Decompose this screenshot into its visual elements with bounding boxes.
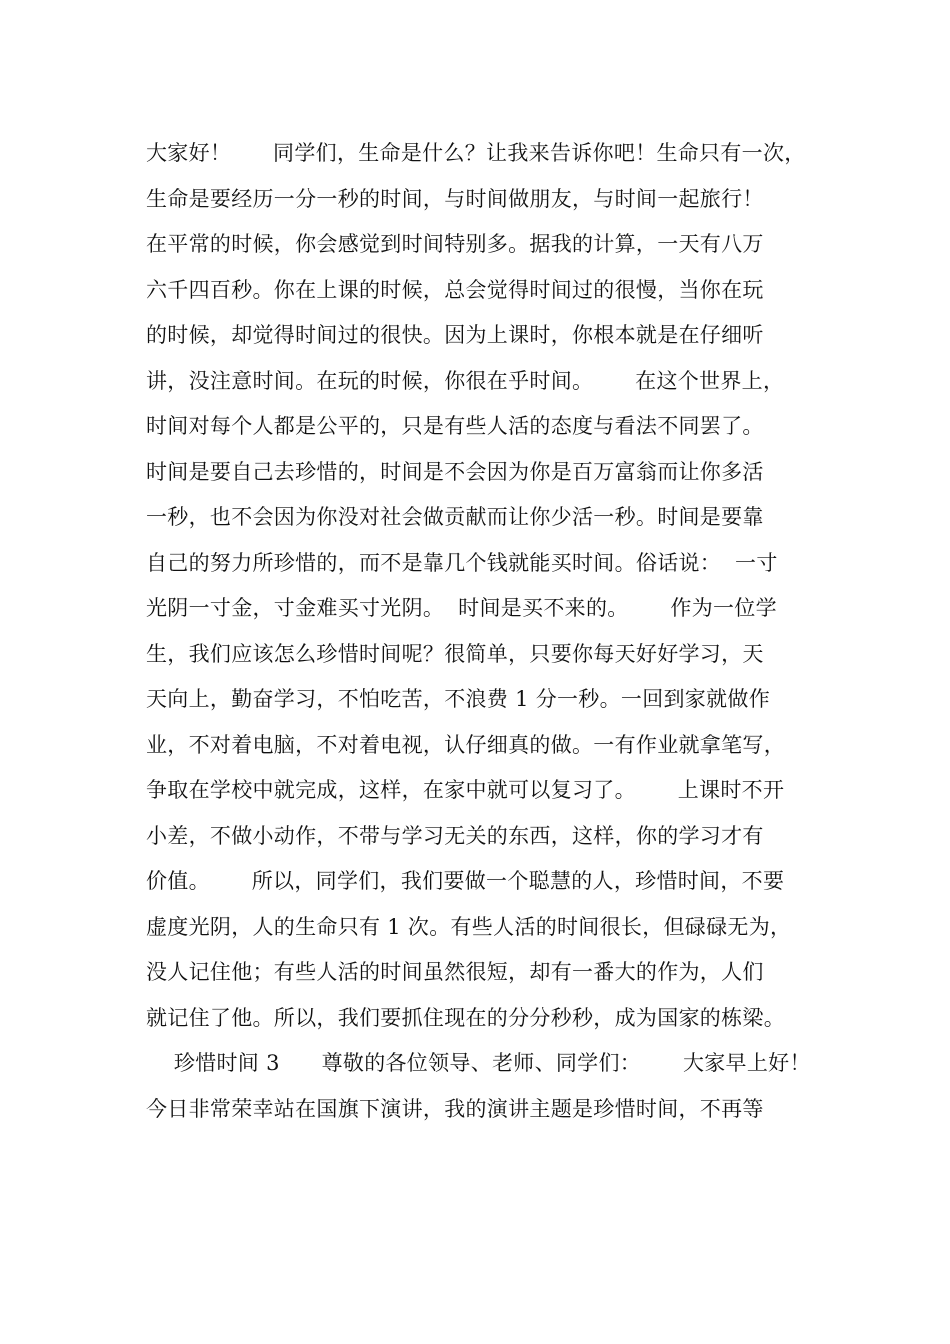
text-line: 就记住了他。所以，我们要抓住现在的分分秒秒，成为国家的栋梁。 [146,1005,785,1030]
text-line: 六千四百秒。你在上课的时候，总会觉得时间过的很慢，当你在玩 [146,277,764,302]
text-line: 一秒，也不会因为你没对社会做贡献而让你少活一秒。时间是要靠 [146,505,764,529]
text-line: 时间对每个人都是公平的，只是有些人活的态度与看法不同罢了。 [146,414,764,438]
text-line: 在平常的时候，你会感觉到时间特别多。据我的计算，一天有八万 [146,232,764,256]
text-line: 大家好！ 同学们，生命是什么？让我来告诉你吧！生命只有一次， [146,141,806,165]
text-line: 生，我们应该怎么珍惜时间呢？很简单，只要你每天好好学习，天 [146,641,764,666]
text-line: 小差，不做小动作，不带与学习无关的东西，这样，你的学习才有 [146,823,764,848]
section-heading-line: 珍惜时间 3 尊敬的各位领导、老师、同学们： 大家早上好！ [146,1051,811,1075]
text-line: 价值。 所以，同学们，我们要做一个聪慧的人，珍惜时间，不要 [146,869,785,893]
text-line: 争取在学校中就完成，这样，在家中就可以复习了。 上课时不开 [146,778,785,802]
text-line: 生命是要经历一分一秒的时间，与时间做朋友，与时间一起旅行！ [146,186,764,211]
text-line: 今日非常荣幸站在国旗下演讲，我的演讲主题是珍惜时间，不再等 [146,1096,764,1121]
text-line: 自己的努力所珍惜的，而不是靠几个钱就能买时间。俗话说： 一寸 [146,550,778,575]
text-line: 没人记住他；有些人活的时间虽然很短，却有一番大的作为，人们 [146,960,764,984]
text-line: 时间是要自己去珍惜的，时间是不会因为你是百万富翁而让你多活 [146,459,764,484]
text-line: 讲，没注意时间。在玩的时候，你很在乎时间。 在这个世界上， [146,368,785,393]
text-line: 光阴一寸金，寸金难买寸光阴。 时间是买不来的。 作为一位学 [146,596,777,620]
text-line: 的时候，却觉得时间过的很快。因为上课时，你根本就是在仔细听 [146,323,764,347]
text-line: 业，不对着电脑，不对着电视，认仔细真的做。一有作业就拿笔写， [146,732,785,757]
text-line: 虚度光阴，人的生命只有 1 次。有些人活的时间很长，但碌碌无为， [146,914,792,939]
text-line: 天向上，勤奋学习，不怕吃苦，不浪费 1 分一秒。一回到家就做作 [146,687,771,711]
speech-text [146,131,826,1132]
